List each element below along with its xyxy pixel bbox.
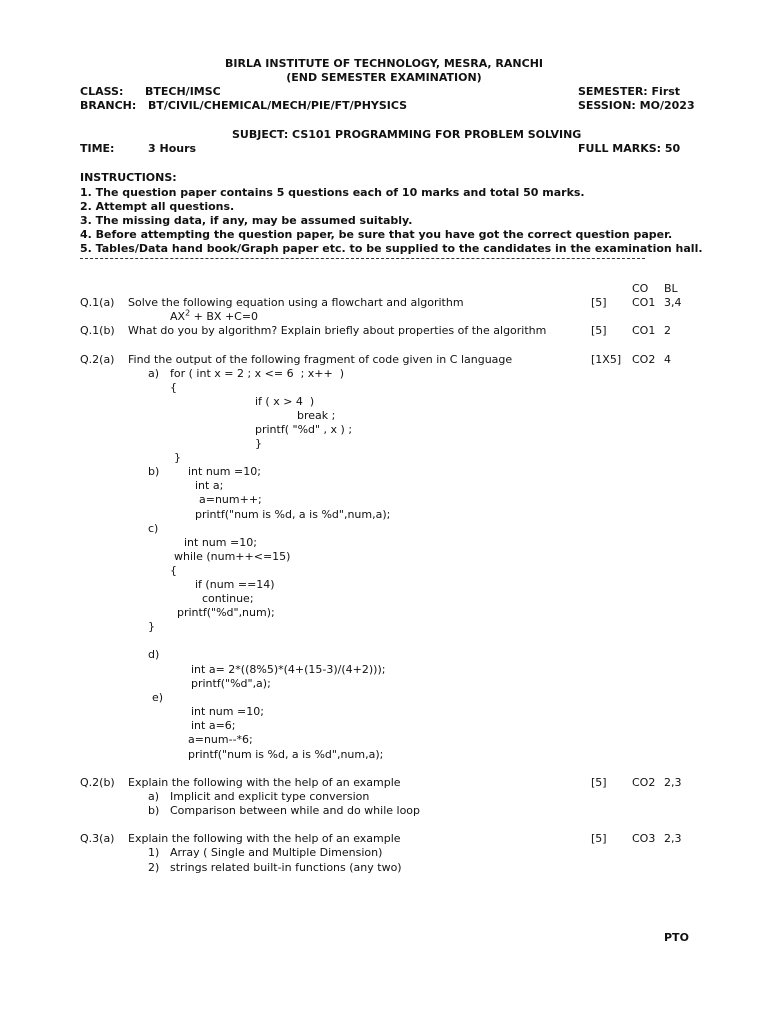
q2a-co: CO2 [632,353,656,366]
q2b-item-text: Comparison between while and do while loop [170,804,421,817]
branch-label: BRANCH: [80,99,137,112]
code-line: int num =10; [188,465,261,478]
code-line: } [148,620,155,633]
code-a-label: a) [148,367,160,380]
code-line: if (num ==14) [195,578,275,591]
q2b-number: Q.2(b) [80,776,115,789]
q2b-co: CO2 [632,776,656,789]
code-line: break ; [297,409,336,422]
q2a-number: Q.2(a) [80,353,115,366]
code-d-label: d) [148,648,160,661]
q1b-number: Q.1(b) [80,324,115,337]
q3a-number: Q.3(a) [80,832,115,845]
code-line: { [170,381,177,394]
q2b-item-label: b) [148,804,160,817]
q2b-item-text: Implicit and explicit type conversion [170,790,370,803]
code-line: { [170,564,177,577]
q2a-text: Find the output of the following fragment of code given in C language [128,353,513,366]
q1b-text: What do you by algorithm? Explain briefly about properties of the algorithm [128,324,547,337]
code-line: int num =10; [191,705,264,718]
full-marks: FULL MARKS: 50 [578,142,681,155]
q1a-equation: $AX^2$ + BX +C=0 [170,308,259,323]
code-c-label: c) [148,522,159,535]
instruction-item: 1. The question paper contains 5 questions each of 10 marks and total 50 marks. [80,186,585,199]
instruction-item: 3. The missing data, if any, may be assumed suitably. [80,214,413,227]
q2b-bl: 2,3 [664,776,682,789]
q2a-marks: [1X5] [591,353,622,366]
q1a-bl: 3,4 [664,296,682,309]
q1a-text: Solve the following equation using a flowchart and algorithm [128,296,464,309]
q1a-number: Q.1(a) [80,296,115,309]
code-line: printf("num is %d, a is %d",num,a); [188,748,384,761]
code-line: while (num++<=15) [174,550,291,563]
class-label: CLASS: [80,85,124,98]
q3a-item-label: 2) [148,861,160,874]
q2b-text: Explain the following with the help of an example [128,776,401,789]
q3a-bl: 2,3 [664,832,682,845]
q3a-text: Explain the following with the help of an example [128,832,401,845]
code-line: } [174,451,181,464]
code-line: a=num--*6; [188,733,253,746]
instruction-item: 5. Tables/Data hand book/Graph paper etc. to be supplied to the candidates in the examination hall. [80,242,703,255]
bl-column-header: BL [664,282,678,295]
code-line: printf("%d",num); [177,606,275,619]
q1b-co: CO1 [632,324,656,337]
pto-label: PTO [664,931,689,944]
code-line: int a=6; [191,719,236,732]
class-value: BTECH/IMSC [145,85,221,98]
subject: SUBJECT: CS101 PROGRAMMING FOR PROBLEM SOLVING [232,128,582,141]
q1b-marks: [5] [591,324,607,337]
branch-value: BT/CIVIL/CHEMICAL/MECH/PIE/FT/PHYSICS [148,99,408,112]
code-line: printf( "%d" , x ) ; [255,423,353,436]
time-value: 3 Hours [148,142,197,155]
co-column-header: CO [632,282,649,295]
code-line: a=num++; [199,493,262,506]
q2b-item-label: a) [148,790,160,803]
instruction-item: 4. Before attempting the question paper, be sure that you have got the correct question paper. [80,228,673,241]
exam-title: (END SEMESTER EXAMINATION) [286,71,482,84]
code-line: int a; [195,479,224,492]
instruction-item: 2. Attempt all questions. [80,200,235,213]
code-line: if ( x > 4 ) [255,395,315,408]
q3a-marks: [5] [591,832,607,845]
code-line: continue; [202,592,254,605]
code-line: int a= 2*((8%5)*(4+(15-3)/(4+2))); [191,663,386,676]
code-line: int num =10; [184,536,257,549]
q2a-bl: 4 [664,353,671,366]
q3a-item-text: Array ( Single and Multiple Dimension) [170,846,383,859]
q3a-co: CO3 [632,832,656,845]
code-line: printf("%d",a); [191,677,271,690]
instructions-title: INSTRUCTIONS: [80,171,177,184]
q3a-item-label: 1) [148,846,160,859]
q1a-marks: [5] [591,296,607,309]
code-line: } [255,437,262,450]
code-line: printf("num is %d, a is %d",num,a); [195,508,391,521]
section-divider [80,258,645,259]
institute-name: BIRLA INSTITUTE OF TECHNOLOGY, MESRA, RANCHI [225,57,543,70]
q1a-co: CO1 [632,296,656,309]
code-b-label: b) [148,465,160,478]
q2b-marks: [5] [591,776,607,789]
code-e-label: e) [152,691,164,704]
q1b-bl: 2 [664,324,671,337]
session: SESSION: MO/2023 [578,99,695,112]
code-line: for ( int x = 2 ; x <= 6 ; x++ ) [170,367,345,380]
time-label: TIME: [80,142,115,155]
semester: SEMESTER: First [578,85,681,98]
q3a-item-text: strings related built-in functions (any two) [170,861,402,874]
